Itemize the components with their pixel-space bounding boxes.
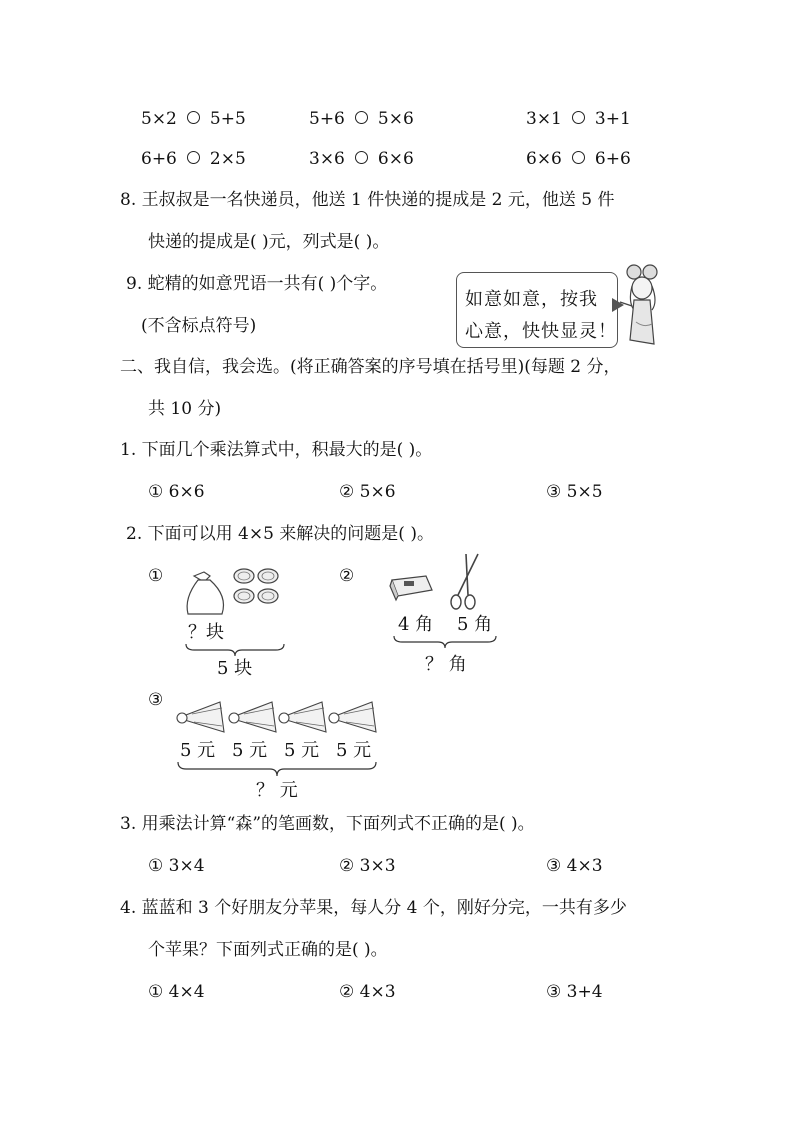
bubble-line-1: 如意如意，按我: [465, 289, 598, 310]
mc4-option-1[interactable]: ① 4×4: [148, 982, 205, 1002]
brace-2: [392, 634, 498, 650]
mc2-option-2-left-label: 4 角: [398, 614, 434, 635]
mc4-option-2[interactable]: ② 4×3: [339, 982, 396, 1002]
bubble-line-2: 心意，快快显灵！: [465, 321, 617, 342]
mc4-line2: 个苹果？下面列式正确的是( )。: [148, 940, 388, 960]
mc2-option-3-price-2: 5 元: [232, 740, 268, 761]
mc2-option-3-price-1: 5 元: [180, 740, 216, 761]
compare-row-2-a: [141, 151, 246, 168]
expr: 5×2: [141, 109, 177, 129]
mc2-option-2-marker[interactable]: ②: [339, 566, 355, 586]
mc2-option-3-marker[interactable]: ③: [148, 690, 164, 710]
compare-circle[interactable]: [572, 111, 585, 124]
compare-circle[interactable]: [355, 111, 368, 124]
mc3-question: 3. 用乘法计算“森”的笔画数，下面列式不正确的是( )。: [120, 814, 535, 834]
eraser-and-scissors-illustration: [386, 550, 498, 612]
compare-row-2-b: [309, 151, 414, 168]
expr: 3×1: [526, 109, 562, 129]
expr: 3+1: [594, 109, 631, 129]
mc3-option-2[interactable]: ② 3×3: [339, 856, 396, 876]
compare-circle[interactable]: [187, 111, 200, 124]
expr: 6×6: [526, 149, 562, 169]
speech-bubble: [456, 272, 618, 348]
expr: 6+6: [594, 149, 631, 169]
compare-circle[interactable]: [572, 151, 585, 164]
mc3-option-1[interactable]: ① 3×4: [148, 856, 205, 876]
q8-line2: 快递的提成是( )元，列式是( )。: [148, 232, 390, 252]
compare-row-1-c: [526, 111, 631, 128]
mc2-option-1-top-label: ？块: [188, 622, 224, 643]
expr: 2×5: [209, 149, 246, 169]
mc4-line1: 4. 蓝蓝和 3 个好朋友分苹果，每人分 4 个，刚好分完，一共有多少: [120, 898, 627, 918]
expr: 6×6: [377, 149, 414, 169]
mc1-option-3[interactable]: ③ 5×5: [546, 482, 603, 502]
expr: 5×6: [377, 109, 414, 129]
mc2-option-3-price-3: 5 元: [284, 740, 320, 761]
expr: 3×6: [309, 149, 345, 169]
q8-line1: 8. 王叔叔是一名快递员，他送 1 件快递的提成是 2 元，他送 5 件: [120, 190, 615, 210]
section2-heading-line1: 二、我自信，我会选。(将正确答案的序号填在括号里)(每题 2 分，: [120, 357, 621, 377]
mc1-option-1[interactable]: ① 6×6: [148, 482, 205, 502]
snake-spirit-illustration: [614, 262, 666, 348]
mc4-option-3[interactable]: ③ 3+4: [546, 982, 603, 1002]
section2-heading-line2: 共 10 分): [148, 399, 222, 419]
mc1-option-2[interactable]: ② 5×6: [339, 482, 396, 502]
compare-circle[interactable]: [187, 151, 200, 164]
q9-line2: (不含标点符号): [141, 316, 257, 336]
compare-row-2-c: [526, 151, 631, 168]
candy-bag-and-candies-illustration: [182, 562, 302, 622]
shuttlecocks-illustration: [172, 696, 382, 738]
compare-row-1-a: [141, 111, 246, 128]
brace-3: [176, 760, 378, 778]
expr: 6+6: [141, 149, 177, 169]
expr: 5+5: [209, 109, 246, 129]
mc2-option-1-bottom-label: 5 块: [217, 658, 253, 679]
mc2-question: 2. 下面可以用 4×5 来解决的问题是( )。: [126, 524, 434, 544]
mc3-option-3[interactable]: ③ 4×3: [546, 856, 603, 876]
mc2-option-3-bottom-label: ？ 元: [256, 780, 298, 801]
compare-circle[interactable]: [355, 151, 368, 164]
mc2-option-2-bottom-label: ？ 角: [425, 654, 467, 675]
compare-row-1-b: [309, 111, 414, 128]
brace-1: [184, 642, 286, 658]
mc2-option-3-price-4: 5 元: [336, 740, 372, 761]
mc2-option-1-marker[interactable]: ①: [148, 566, 164, 586]
mc1-question: 1. 下面几个乘法算式中，积最大的是( )。: [120, 440, 433, 460]
mc2-option-2-right-label: 5 角: [457, 614, 493, 635]
q9-line1: 9. 蛇精的如意咒语一共有( )个字。: [126, 274, 388, 294]
expr: 5+6: [309, 109, 345, 129]
